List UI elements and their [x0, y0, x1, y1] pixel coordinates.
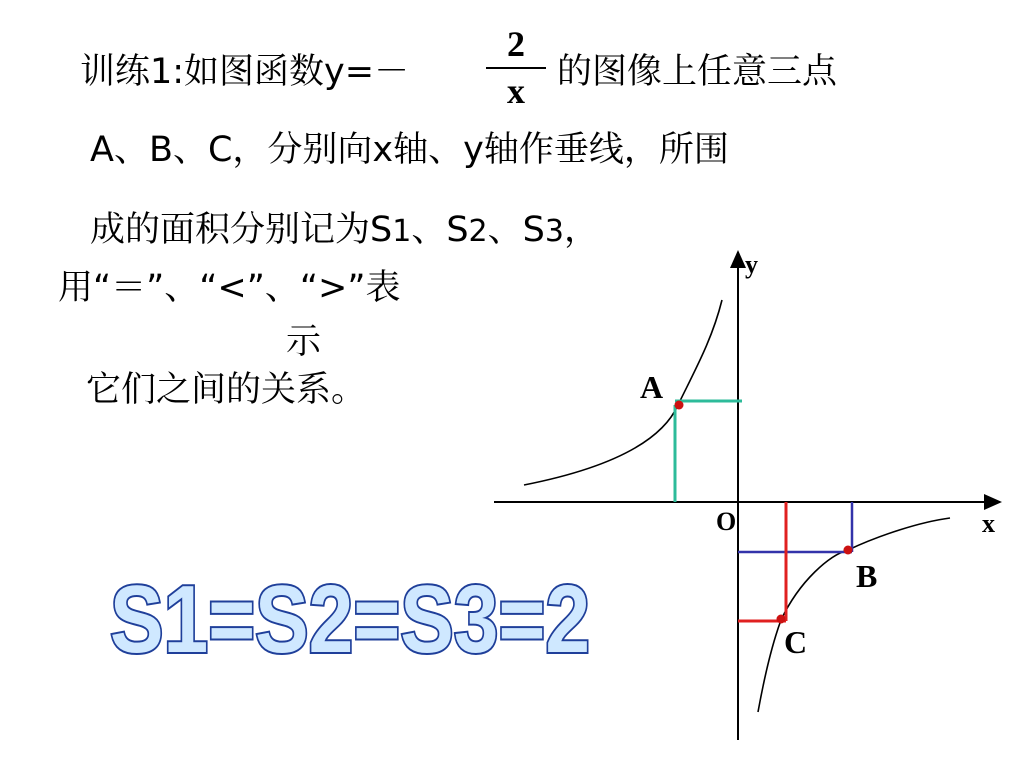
problem-line-5: 示: [286, 322, 322, 362]
s3-index: 3: [544, 214, 564, 249]
x-axis-label: x: [982, 509, 995, 538]
point-a-label: A: [640, 369, 664, 405]
answer-text: S1=S2=S3=2: [110, 566, 590, 673]
separator-1: 、S: [411, 210, 469, 250]
problem-line-2: A、B、C，分别向x轴、y轴作垂线，所围: [90, 130, 729, 170]
separator-2: 、S: [487, 210, 545, 250]
problem-line-1-text: 训练1:如图函数y=－: [80, 52, 410, 92]
y-axis-label: y: [745, 250, 758, 279]
fraction-numerator: 2: [507, 24, 525, 64]
problem-line-6: 它们之间的关系。: [86, 370, 367, 410]
problem-line-4: 用“＝”、“<”、“>”表: [58, 268, 401, 308]
s1-index: 1: [392, 214, 412, 249]
point-b-dot: [844, 546, 853, 555]
problem-line-1-end: 的图像上任意三点: [557, 52, 838, 92]
point-b-label: B: [856, 558, 878, 594]
origin-label: O: [716, 507, 737, 536]
fraction-denominator: x: [507, 71, 525, 111]
problem-line-3-text: 成的面积分别记为S: [90, 210, 393, 250]
point-a-dot: [675, 401, 684, 410]
hyperbola-branch-upper-left: [524, 300, 722, 485]
point-c-label: C: [784, 624, 808, 660]
line-3-end: ，: [563, 210, 599, 250]
s2-index: 2: [468, 214, 488, 249]
point-c-dot: [777, 615, 786, 624]
